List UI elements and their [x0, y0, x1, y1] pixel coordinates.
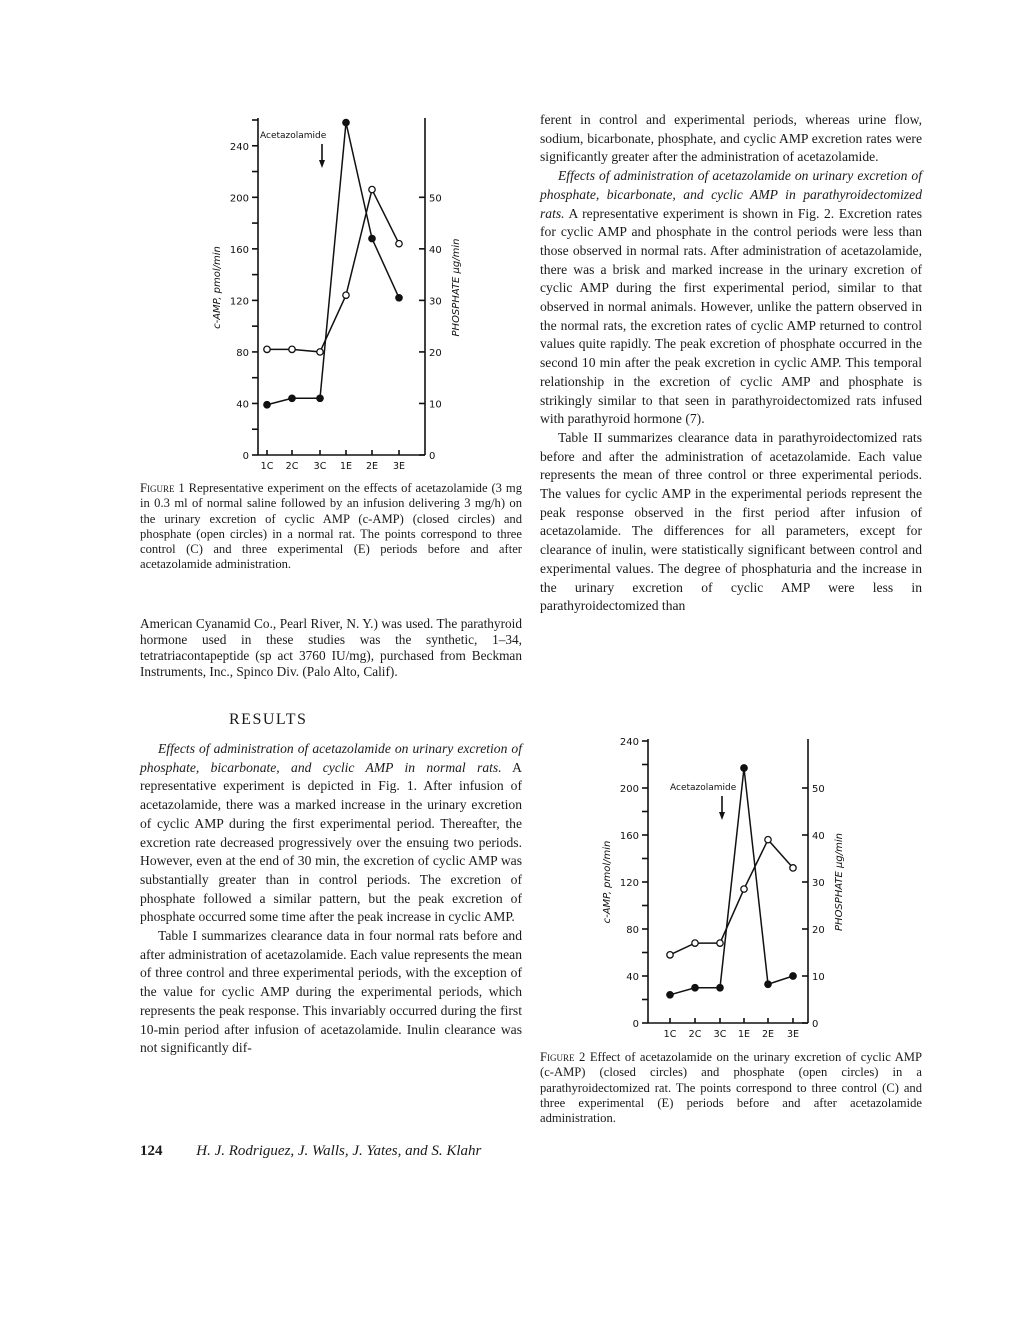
y2-tick-label: 40 [812, 831, 825, 842]
paragraph: ferent in control and experimental periods, whereas urine flow, sodium, bicarbonate, phosphate, and cyclic AMP excretion rates were significantly greater after the administration of acetazolamide. [540, 112, 922, 165]
figure-2-label: Figure 2 [540, 1050, 586, 1064]
camp-point [343, 119, 349, 125]
x-tick-label: 2C [285, 461, 299, 472]
phosphate-point [369, 186, 375, 192]
page-footer [140, 1143, 481, 1160]
camp-point [790, 973, 796, 979]
x-tick-label: 3C [713, 1029, 727, 1040]
y-tick-label: 80 [626, 925, 639, 936]
phosphate-point [264, 346, 270, 352]
results-paragraph: Effects of administration of acetazolamide on urinary excretion of phosphate, bicarbonate, and cyclic AMP in normal rats. A representative experiment is depicted in Fig. 1. After infusion of acetazolamide, there was a marked increase in the urinary excretion of cyclic AMP during the first experimental period. Thereafter, the excretion rate decreased progressively over the ensuing two periods. However, even at the end of 30 min, the excretion of cyclic AMP was substantially greater than in control periods. The excretion of phosphate followed a similar pattern, but the peak excretion of phosphate occurred some time after the peak increase in cyclic AMP. [140, 741, 522, 925]
y-tick-label: 120 [619, 878, 639, 889]
x-tick-label: 3E [392, 461, 406, 472]
x-tick-label: 3E [786, 1029, 800, 1040]
authors: H. J. Rodriguez, J. Walls, J. Yates, and S. Klahr [196, 1143, 482, 1159]
y2-axis-label: PHOSPHATE µg/min [451, 238, 462, 337]
camp-point [264, 402, 270, 408]
y2-axis-label: PHOSPHATE µg/min [834, 833, 845, 931]
figure-2-caption: Figure 2 Effect of acetazolamide on the urinary excretion of cyclic AMP (c-AMP) (closed circles) and phosphate (open circles) in a parathyroidectomized rat. The points correspond to three control (C) and three experimental (E) periods before and after acetazolamide administration. [540, 1050, 922, 1126]
phosphate-point [765, 837, 771, 843]
y-tick-label: 240 [229, 141, 249, 153]
y-tick-label: 160 [229, 244, 249, 256]
arrow-down-icon [319, 160, 325, 168]
y-axis-label: c-AMP, pmol/min [602, 840, 613, 924]
camp-line [267, 123, 399, 405]
x-tick-label: 1C [663, 1029, 677, 1040]
camp-point [692, 985, 698, 991]
camp-point [667, 992, 673, 998]
phosphate-line [670, 840, 793, 955]
figure-1-chart [190, 100, 480, 480]
phosphate-line [267, 190, 399, 352]
y-tick-label: 160 [619, 831, 639, 842]
phosphate-point [343, 292, 349, 298]
y2-tick-label: 50 [429, 193, 442, 205]
y-tick-label: 120 [229, 296, 249, 308]
x-tick-label: 1E [737, 1029, 751, 1040]
camp-line [670, 768, 793, 995]
y-tick-label: 0 [632, 1019, 639, 1030]
y2-tick-label: 10 [429, 399, 442, 411]
y2-tick-label: 10 [812, 972, 825, 983]
x-tick-label: 3C [313, 461, 327, 472]
y2-tick-label: 50 [812, 784, 825, 795]
x-tick-label: 2C [688, 1029, 702, 1040]
right-column-text [540, 111, 922, 616]
paragraph: Table II summarizes clearance data in parathyroidectomized rats before and after the administration of acetazolamide. Each value represents the mean of three control or three experimental periods. The values for cyclic AMP in the experimental periods represent the peak response observed in the first period after infusion of acetazolamide. The differences for all parameters, except for clearance of inulin, were statistically significant between control and experimental values. The degree of phosphaturia and the increase in the urinary excretion of cyclic AMP were less in parathyroidectomized than [540, 429, 922, 614]
x-tick-label: 1C [260, 461, 274, 472]
figure-2-chart [590, 730, 870, 1050]
y2-tick-label: 0 [429, 451, 436, 462]
y-tick-label: 200 [229, 193, 249, 205]
results-paragraph: Table I summarizes clearance data in four normal rats before and after administration of acetazolamide. Each value represents the mean of three control and three experimental periods, with the exception of the value for cyclic AMP during the experimental periods, which represents the peak response. This invariably occurred during the first 10-min period after infusion of acetazolamide. Inulin clearance was not significantly dif- [140, 928, 522, 1056]
y2-tick-label: 30 [429, 296, 442, 308]
phosphate-point [396, 240, 402, 246]
methods-tail: American Cyanamid Co., Pearl River, N. Y.) was used. The parathyroid hormone used in these studies was the synthetic, 1–34, tetratriacontapeptide (sp act 3760 IU/mg), purchased from Beckman Instruments, Inc., Spinco Div. (Palo Alto, Calif). [140, 616, 522, 679]
acetazolamide-annotation: Acetazolamide [260, 131, 327, 141]
phosphate-point [692, 940, 698, 946]
camp-point [289, 395, 295, 401]
figure-1-label: Figure 1 [140, 481, 185, 495]
y2-tick-label: 40 [429, 244, 442, 256]
results-text [140, 740, 522, 1058]
phosphate-point [741, 886, 747, 892]
y-tick-label: 200 [619, 784, 639, 795]
camp-point [717, 985, 723, 991]
y2-tick-label: 20 [429, 347, 442, 359]
camp-point [741, 765, 747, 771]
y-tick-label: 40 [626, 972, 639, 983]
phosphate-point [667, 952, 673, 958]
paragraph: Effects of administration of acetazolamide on urinary excretion of phosphate, bicarbonate, and cyclic AMP in parathyroidectomized rats. A representative experiment is shown in Fig. 2. Excretion rates for cyclic AMP and phosphate in the control periods were less than those observed in normal rats. After administration of acetazolamide, there was a brisk and marked increase in the urinary excretion of cyclic AMP during the first experimental period, similar to that observed in normal animals. However, unlike the pattern observed in the normal rats, the excretion rates of cyclic AMP returned to control values quite rapidly. The peak excretion of phosphate occurred in the second 10 min after the peak excretion in cyclic AMP. This temporal relationship in the excretion of cyclic AMP and phosphate is strikingly similar to that seen in parathyroidectomized rats infused with parathyroid hormone (7). [540, 168, 922, 427]
phosphate-point [717, 940, 723, 946]
y2-tick-label: 0 [812, 1019, 819, 1030]
y2-tick-label: 20 [812, 925, 825, 936]
y-tick-label: 40 [236, 399, 249, 411]
figure-1-caption: Figure 1 Representative experiment on the effects of acetazolamide (3 mg in 0.3 ml of normal saline followed by an infusion delivering 3 mg/h) on the urinary excretion of cyclic AMP (c-AMP) (closed circles) and phosphate (open circles) in a normal rat. The points correspond to three control (C) and three experimental (E) periods before and after acetazolamide administration. [140, 481, 522, 572]
camp-point [396, 295, 402, 301]
y-axis-label: c-AMP, pmol/min [212, 246, 223, 329]
x-tick-label: 1E [339, 461, 353, 472]
page-number: 124 [140, 1143, 163, 1159]
x-tick-label: 2E [365, 461, 379, 472]
arrow-down-icon [719, 812, 725, 820]
results-heading: RESULTS [229, 711, 308, 728]
y-tick-label: 0 [242, 451, 249, 462]
y2-tick-label: 30 [812, 878, 825, 889]
camp-point [317, 395, 323, 401]
camp-point [369, 235, 375, 241]
acetazolamide-annotation: Acetazolamide [670, 783, 737, 793]
y-tick-label: 80 [236, 347, 249, 359]
camp-point [765, 981, 771, 987]
phosphate-point [317, 349, 323, 355]
y-tick-label: 240 [619, 737, 639, 748]
x-tick-label: 2E [761, 1029, 775, 1040]
phosphate-point [790, 865, 796, 871]
phosphate-point [289, 346, 295, 352]
